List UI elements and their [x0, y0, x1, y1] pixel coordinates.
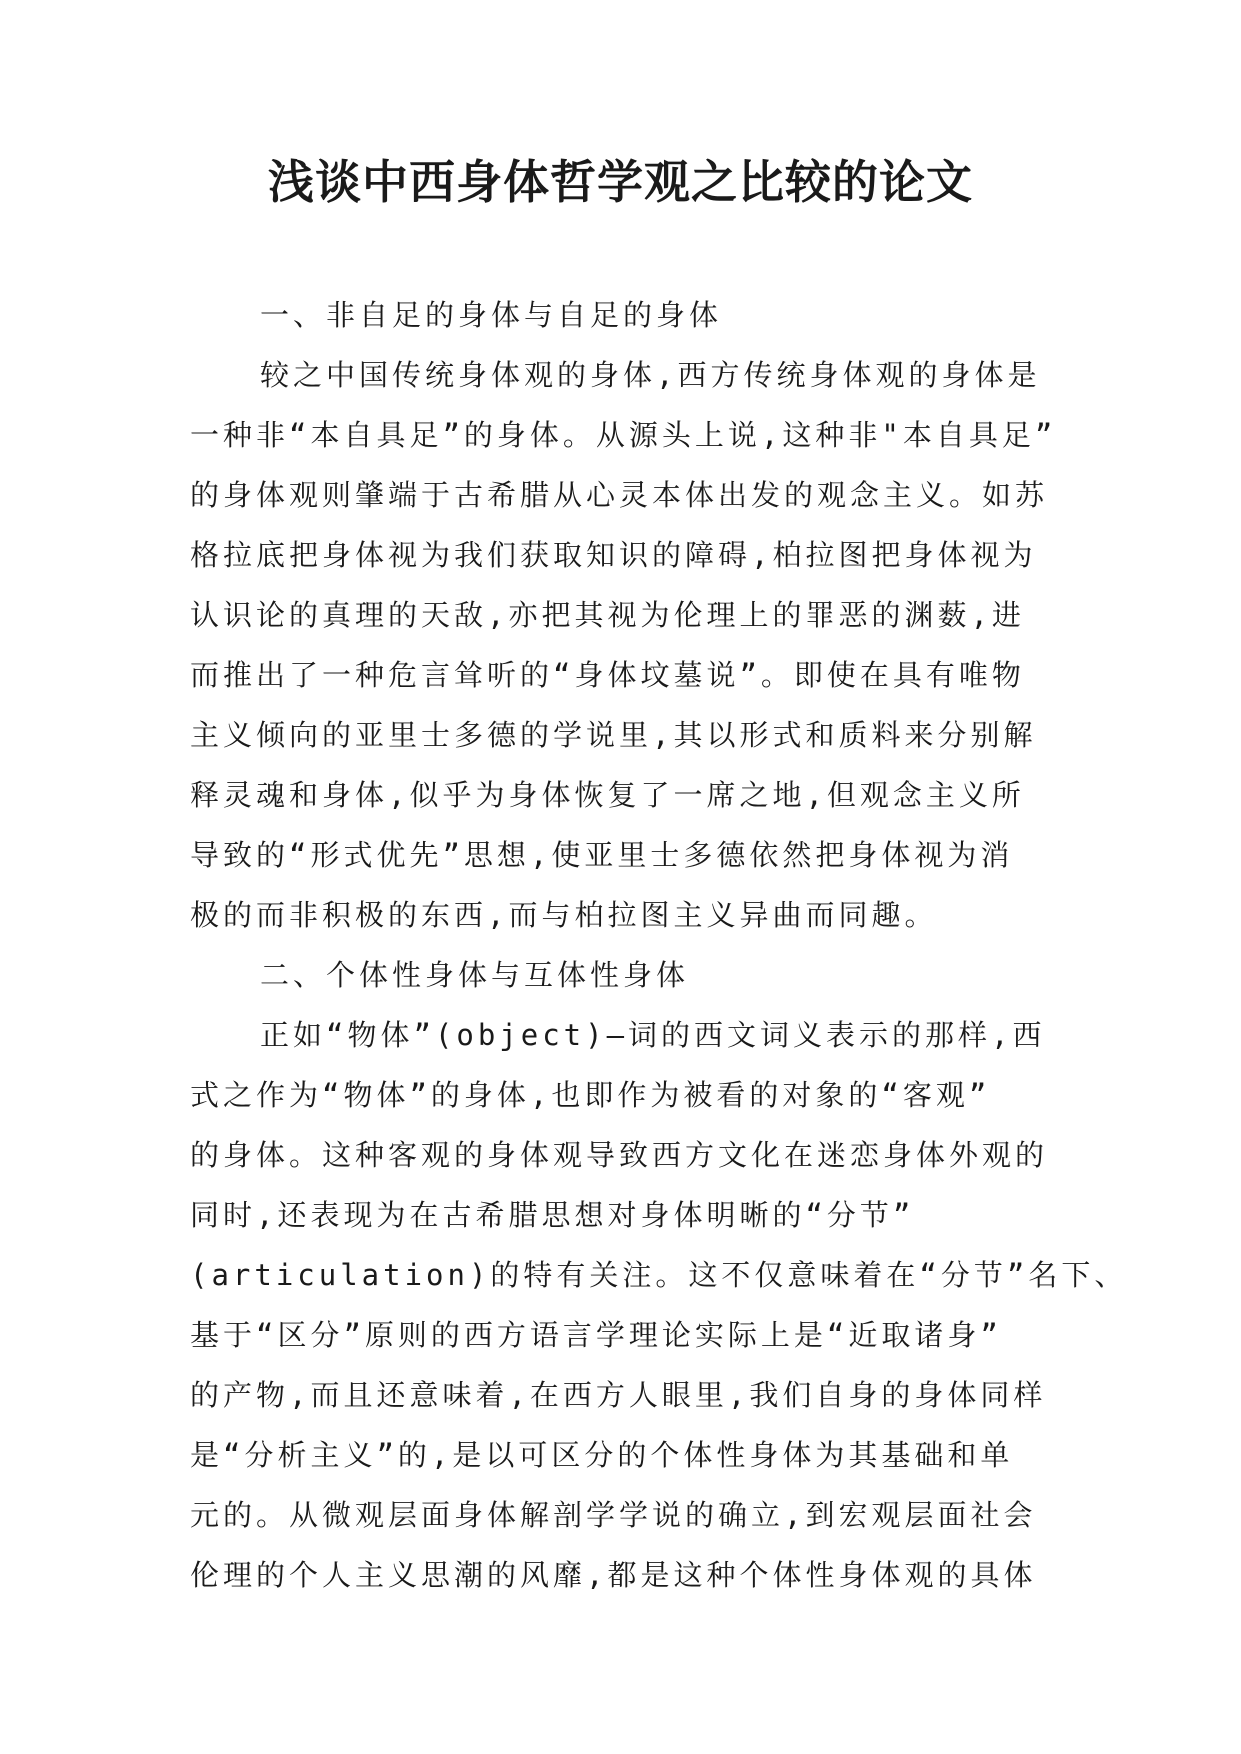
- text-line: 同时,还表现为在古希腊思想对身体明晰的“分节”: [190, 1198, 915, 1232]
- text-line: 的产物,而且还意味着,在西方人眼里,我们自身的身体同样: [190, 1378, 1047, 1412]
- text-line: 一种非“本自具足”的身体。从源头上说,这种非"本自具足”: [190, 418, 1057, 452]
- text-line: 正如“物体”(object)—词的西文词义表示的那样,西: [260, 1018, 1046, 1052]
- text-line: 是“分析主义”的,是以可区分的个体性身体为其基础和单: [190, 1438, 1014, 1472]
- text-line: 而推出了一种危言耸听的“身体坟墓说”。即使在具有唯物: [190, 658, 1025, 692]
- text-line: 格拉底把身体视为我们获取知识的障碍,柏拉图把身体视为: [190, 538, 1037, 572]
- text-line: 较之中国传统身体观的身体,西方传统身体观的身体是: [260, 358, 1041, 392]
- text-line: 的身体观则肇端于古希腊从心灵本体出发的观念主义。如苏: [190, 478, 1049, 512]
- text-line: 释灵魂和身体,似乎为身体恢复了一席之地,但观念主义所: [190, 778, 1025, 812]
- text-line: 极的而非积极的东西,而与柏拉图主义异曲而同趣。: [190, 898, 938, 932]
- document-body: [190, 285, 1128, 1605]
- text-line: (articulation)的特有关注。这不仅意味着在“分节”名下、: [190, 1258, 1128, 1292]
- text-line: 二、个体性身体与互体性身体: [260, 958, 690, 992]
- text-line: 认识论的真理的天敌,亦把其视为伦理上的罪恶的渊薮,进: [190, 598, 1025, 632]
- text-line: 一、非自足的身体与自足的身体: [260, 298, 723, 332]
- text-line: 伦理的个人主义思潮的风靡,都是这种个体性身体观的具体: [190, 1558, 1037, 1592]
- text-line: 元的。从微观层面身体解剖学学说的确立,到宏观层面社会: [190, 1498, 1037, 1532]
- text-line: 导致的“形式优先”思想,使亚里士多德依然把身体视为消: [190, 838, 1014, 872]
- text-line: 的身体。这种客观的身体观导致西方文化在迷恋身体外观的: [190, 1138, 1049, 1172]
- text-line: 基于“区分”原则的西方语言学理论实际上是“近取诸身”: [190, 1318, 1002, 1352]
- document-title: 浅谈中西身体哲学观之比较的论文: [268, 155, 973, 209]
- text-line: 主义倾向的亚里士多德的学说里,其以形式和质料来分别解: [190, 718, 1037, 752]
- text-line: 式之作为“物体”的身体,也即作为被看的对象的“客观”: [190, 1078, 991, 1112]
